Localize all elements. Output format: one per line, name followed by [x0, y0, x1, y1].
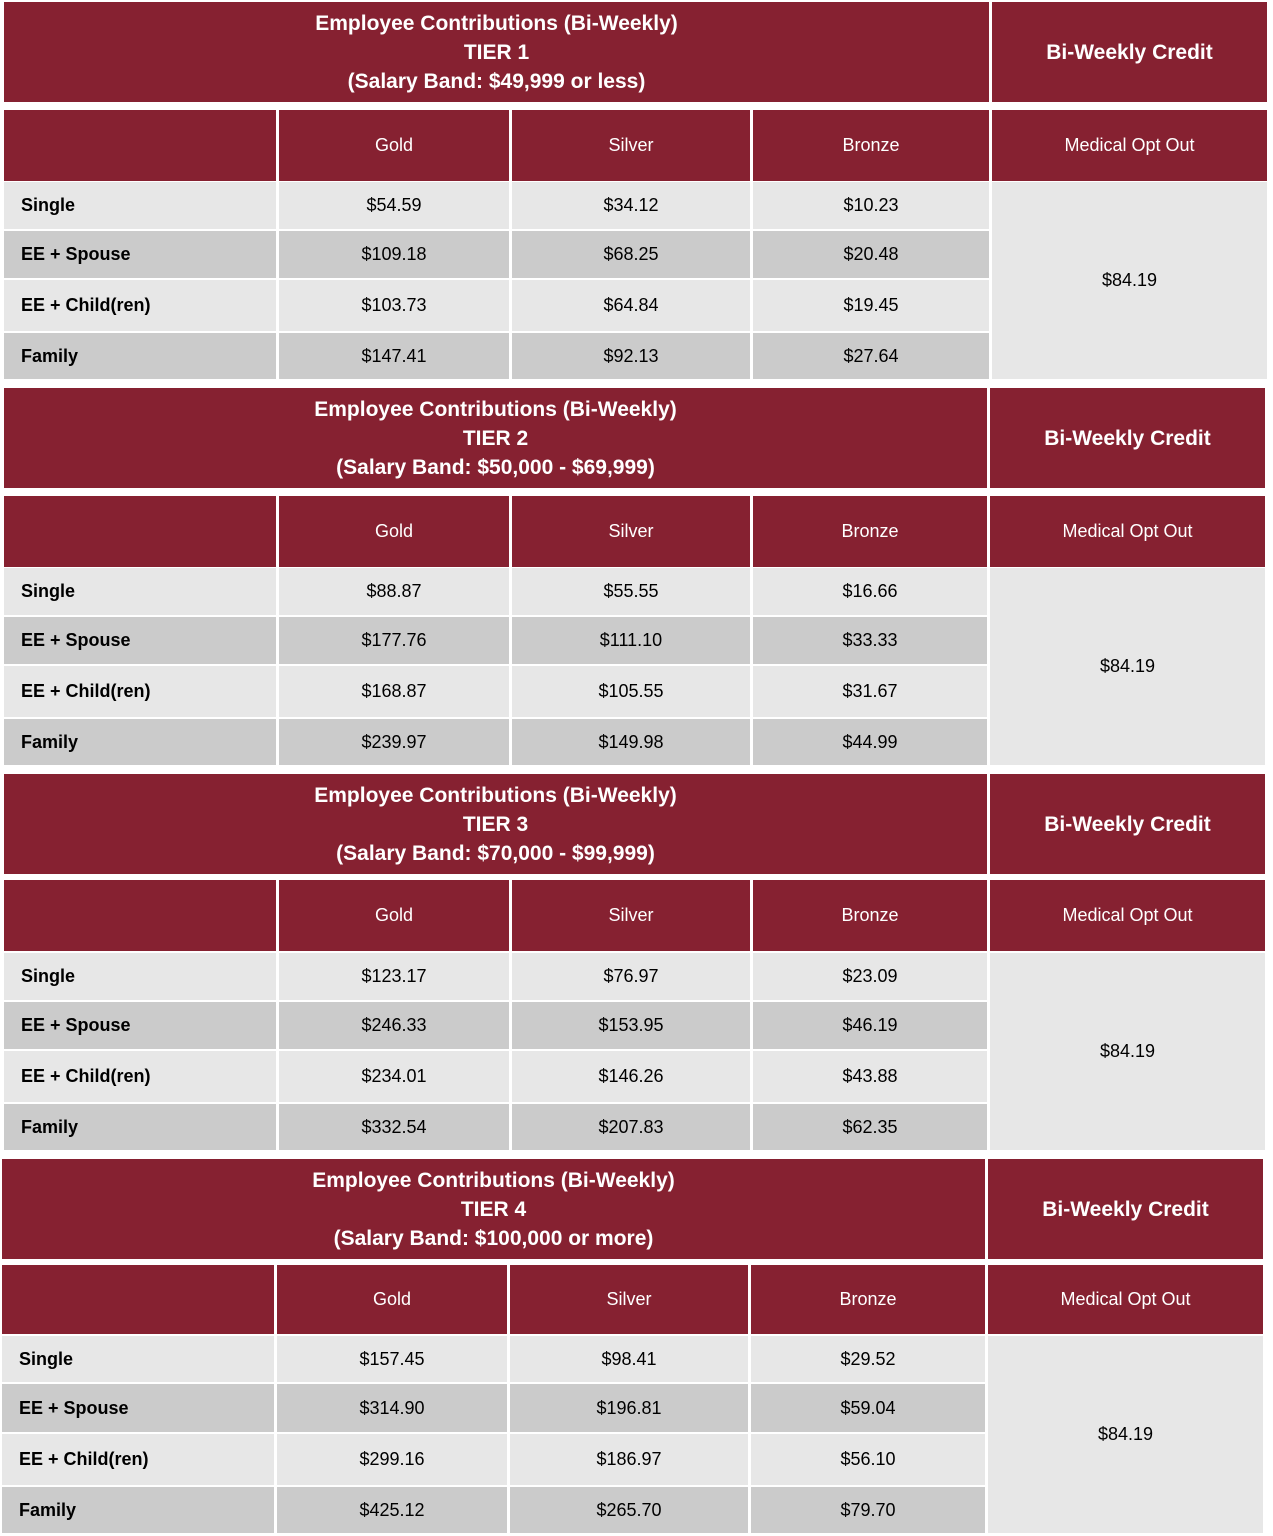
gold-value: $425.12: [277, 1487, 507, 1533]
row-label: EE + Spouse: [2, 1384, 274, 1432]
opt-out-header: Medical Opt Out: [990, 880, 1265, 951]
silver-header: Silver: [510, 1265, 748, 1334]
bronze-value: $56.10: [751, 1434, 985, 1485]
bronze-value: $59.04: [751, 1384, 985, 1432]
gold-value: $299.16: [277, 1434, 507, 1485]
opt-out-header: Medical Opt Out: [990, 496, 1265, 567]
bronze-value: $27.64: [753, 333, 989, 379]
row-label-header: [4, 496, 276, 567]
tier-label: TIER 2: [462, 426, 529, 450]
gold-value: $88.87: [279, 568, 509, 615]
gold-header: Gold: [279, 110, 509, 181]
row-label: EE + Child(ren): [4, 280, 276, 331]
bronze-header: Bronze: [751, 1265, 985, 1334]
bronze-value: $19.45: [753, 280, 989, 331]
bronze-header: Bronze: [753, 496, 987, 567]
silver-value: $265.70: [510, 1487, 748, 1533]
opt-out-header: Medical Opt Out: [988, 1265, 1263, 1334]
bronze-value: $33.33: [753, 617, 987, 664]
tier-label: TIER 1: [463, 40, 530, 64]
title-line: Employee Contributions (Bi-Weekly): [315, 11, 678, 35]
silver-value: $92.13: [512, 333, 750, 379]
silver-value: $55.55: [512, 568, 750, 615]
silver-value: $146.26: [512, 1051, 750, 1102]
row-label: EE + Child(ren): [4, 1051, 276, 1102]
row-label: EE + Spouse: [4, 231, 276, 278]
silver-value: $64.84: [512, 280, 750, 331]
row-label: Single: [2, 1336, 274, 1382]
gold-header: Gold: [279, 880, 509, 951]
credit-header: Bi-Weekly Credit: [990, 774, 1265, 874]
tier-title-header: [4, 388, 987, 488]
silver-header: Silver: [512, 880, 750, 951]
row-label: EE + Spouse: [4, 617, 276, 664]
gold-value: $314.90: [277, 1384, 507, 1432]
silver-header: Silver: [512, 110, 750, 181]
silver-value: $149.98: [512, 719, 750, 765]
opt-out-credit-value: $84.19: [988, 1336, 1263, 1533]
salary-band: (Salary Band: $50,000 - $69,999): [336, 455, 655, 479]
salary-band: (Salary Band: $49,999 or less): [347, 69, 646, 93]
row-label: Family: [4, 719, 276, 765]
silver-value: $76.97: [512, 953, 750, 1000]
bronze-value: $62.35: [753, 1104, 987, 1150]
silver-value: $105.55: [512, 666, 750, 717]
silver-value: $207.83: [512, 1104, 750, 1150]
gold-header: Gold: [277, 1265, 507, 1334]
silver-header: Silver: [512, 496, 750, 567]
bronze-value: $46.19: [753, 1002, 987, 1049]
opt-out-credit-value: $84.19: [990, 953, 1265, 1150]
tier-title-header: [2, 1159, 985, 1259]
bronze-header: Bronze: [753, 110, 989, 181]
gold-header: Gold: [279, 496, 509, 567]
row-label: EE + Child(ren): [2, 1434, 274, 1485]
gold-value: $103.73: [279, 280, 509, 331]
salary-band: (Salary Band: $100,000 or more): [333, 1226, 654, 1250]
gold-value: $177.76: [279, 617, 509, 664]
row-label: Single: [4, 182, 276, 229]
row-label: Single: [4, 568, 276, 615]
tier-label: TIER 3: [462, 812, 529, 836]
row-label: EE + Child(ren): [4, 666, 276, 717]
bronze-value: $20.48: [753, 231, 989, 278]
bronze-value: $44.99: [753, 719, 987, 765]
credit-header: Bi-Weekly Credit: [992, 2, 1267, 102]
row-label-header: [2, 1265, 274, 1334]
gold-value: $168.87: [279, 666, 509, 717]
gold-value: $234.01: [279, 1051, 509, 1102]
bronze-header: Bronze: [753, 880, 987, 951]
silver-value: $98.41: [510, 1336, 748, 1382]
bronze-value: $29.52: [751, 1336, 985, 1382]
row-label-header: [4, 880, 276, 951]
tier-title-header: [4, 2, 989, 102]
title-line: Employee Contributions (Bi-Weekly): [312, 1168, 675, 1192]
title-line: Employee Contributions (Bi-Weekly): [314, 397, 677, 421]
credit-header: Bi-Weekly Credit: [990, 388, 1265, 488]
silver-value: $111.10: [512, 617, 750, 664]
gold-value: $54.59: [279, 182, 509, 229]
tier-title-header: [4, 774, 987, 874]
silver-value: $186.97: [510, 1434, 748, 1485]
credit-header: Bi-Weekly Credit: [988, 1159, 1263, 1259]
opt-out-credit-value: $84.19: [992, 182, 1267, 379]
row-label: Family: [2, 1487, 274, 1533]
row-label: Family: [4, 1104, 276, 1150]
silver-value: $196.81: [510, 1384, 748, 1432]
bronze-value: $79.70: [751, 1487, 985, 1533]
bronze-value: $31.67: [753, 666, 987, 717]
gold-value: $147.41: [279, 333, 509, 379]
row-label: EE + Spouse: [4, 1002, 276, 1049]
salary-band: (Salary Band: $70,000 - $99,999): [336, 841, 655, 865]
gold-value: $123.17: [279, 953, 509, 1000]
gold-value: $246.33: [279, 1002, 509, 1049]
bronze-value: $23.09: [753, 953, 987, 1000]
silver-value: $68.25: [512, 231, 750, 278]
opt-out-header: Medical Opt Out: [992, 110, 1267, 181]
gold-value: $239.97: [279, 719, 509, 765]
gold-value: $157.45: [277, 1336, 507, 1382]
title-line: Employee Contributions (Bi-Weekly): [314, 783, 677, 807]
silver-value: $153.95: [512, 1002, 750, 1049]
row-label: Family: [4, 333, 276, 379]
silver-value: $34.12: [512, 182, 750, 229]
gold-value: $109.18: [279, 231, 509, 278]
row-label-header: [4, 110, 276, 181]
bronze-value: $43.88: [753, 1051, 987, 1102]
opt-out-credit-value: $84.19: [990, 568, 1265, 765]
gold-value: $332.54: [279, 1104, 509, 1150]
row-label: Single: [4, 953, 276, 1000]
tier-label: TIER 4: [460, 1197, 527, 1221]
bronze-value: $10.23: [753, 182, 989, 229]
bronze-value: $16.66: [753, 568, 987, 615]
